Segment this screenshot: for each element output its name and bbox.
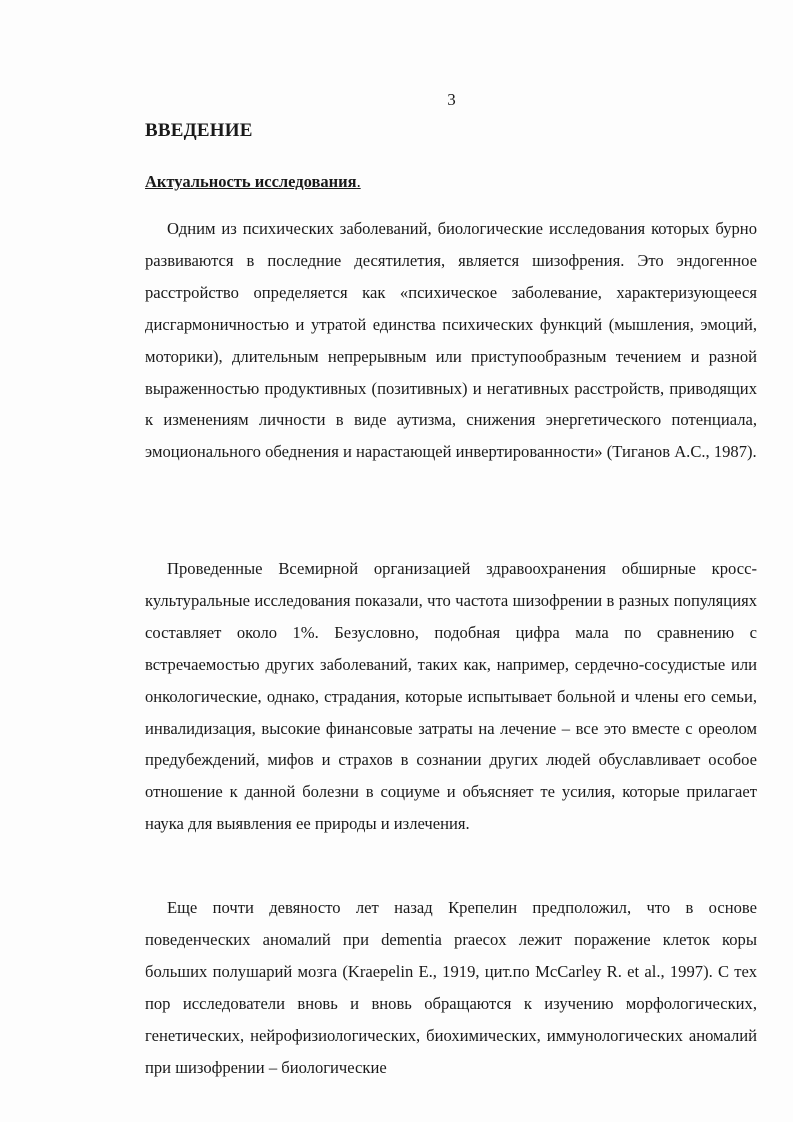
- paragraph-text: Еще почти девяносто лет назад Крепелин предположил, что в основе поведенческих аномалий при dementia praecox лежит поражение клеток коры больших полушарий мозга (Kraepelin E., 1919, цит.по McCarley R. et al., 1997). С тех пор исследователи вновь и вновь обращаются к изучению морфологических, генетических, нейрофизиологических, биохимических, иммунологических аномалий при шизофрении – биологические: [145, 898, 757, 1077]
- page-title: ВВЕДЕНИЕ: [145, 120, 253, 141]
- paragraph-relevance: [145, 213, 757, 468]
- paragraph-text: Одним из психических заболеваний, биологические исследования которых бурно развиваются в последние десятилетия, является шизофрения. Это эндогенное расстройство определяется как «психическое заболевание, характеризующееся дисгармоничностью и утратой единства психических функций (мышления, эмоций, моторики), длительным непрерывным или приступообразным течением и разной выраженностью продуктивных (позитивных) и негативных расстройств, приводящих к изменениям личности в виде аутизма, снижения энергетического потенциала, эмоционального обеднения и нарастающей инвертированности» (Тиганов А.С., 1987).: [145, 219, 757, 462]
- paragraph-text: Проведенные Всемирной организацией здравоохранения обширные кросс-культуральные исследования показали, что частота шизофрении в разных популяциях составляет около 1%. Безусловно, подобная цифра мала по сравнению с встречаемостью других заболеваний, таких как, например, сердечно-сосудистые или онкологические, однако, страдания, которые испытывает больной и члены его семьи, инвалидизация, высокие финансовые затраты на лечение – все это вместе с ореолом предубеждений, мифов и страхов в сознании других людей обуславливает особое отношение к данной болезни в социуме и объясняет те усилия, которые прилагает наука для выявления ее природы и излечения.: [145, 559, 757, 834]
- paragraph-kraepelin: [145, 892, 757, 1083]
- section-title-period: .: [356, 172, 361, 191]
- page-number: 3: [447, 90, 456, 109]
- section-title-text: Актуальность исследования: [145, 172, 357, 191]
- section-title: [145, 172, 361, 192]
- paragraph-who-study: [145, 553, 757, 840]
